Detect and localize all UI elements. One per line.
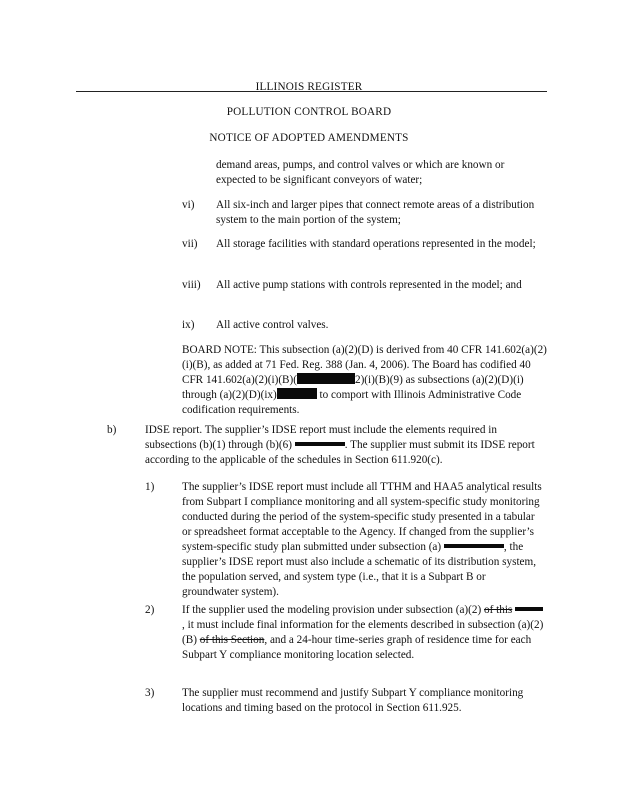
board-note-text: 2)(i)(B)(9) as subsections (a)(2)(D)(i) through (a)(2)(D)(ix) <box>182 374 524 401</box>
notice-title: NOTICE OF ADOPTED AMENDMENTS <box>209 132 409 144</box>
subsection-text: , it must include final information for the elements described in subsection (a)(2)(B) <box>182 619 544 646</box>
section-b-paragraph <box>145 423 541 468</box>
subsection-text: , and a 24-hour time-series graph of residence time for each Subpart Y compliance monitoring location selected. <box>182 634 532 661</box>
redaction-mark <box>297 373 355 384</box>
section-b-text: . The supplier must submit its IDSE report according to the applicable of the schedules in Section 611.920(c). <box>145 439 535 466</box>
subsection-3-paragraph: The supplier must recommend and justify Subpart Y compliance monitoring locations and timing based on the protocol in Section 611.925. <box>182 687 524 714</box>
subsection-text: The supplier’s IDSE report must include all TTHM and HAA5 analytical results from Subpart I compliance monitoring and all system-specific study monitoring conducted during the period of the system-specific study presented in a tabular or spreadsheet format acceptable to the Agency. If changed from the supplier’s system-specific study plan submitted under subsection (a) <box>182 481 542 553</box>
redaction-mark <box>444 544 504 548</box>
register-title: ILLINOIS REGISTER <box>255 81 363 93</box>
subsection-1-paragraph <box>182 480 544 600</box>
board-title: POLLUTION CONTROL BOARD <box>226 106 392 118</box>
item-label: viii) <box>182 279 201 291</box>
board-note <box>182 343 548 418</box>
section-label: b) <box>107 424 117 436</box>
continuation-paragraph: demand areas, pumps, and control valves or which are known or expected to be significant conveyors of water; <box>216 159 505 186</box>
item-text: All storage facilities with standard operations represented in the model; <box>216 238 536 250</box>
subsection-text: , the supplier’s IDSE report must also include a schematic of its distribution system, the population served, and system type (i.e., that it is a Subpart B or groundwater system). <box>182 541 537 598</box>
item-text: All active pump stations with controls represented in the model; and <box>216 279 522 291</box>
redaction-mark <box>295 442 345 446</box>
struck-text: of this <box>484 604 513 616</box>
struck-text: of this Section <box>199 634 265 646</box>
board-note-text: BOARD NOTE: This subsection (a)(2)(D) is derived from 40 CFR 141.602(a)(2)(i)(B), as added at 71 Fed. Reg. 388 (Jan. 4, 2006). The Board has codified 40 CFR 141.602(a)(2)(i)(B)( <box>182 344 547 386</box>
subsection-label: 2) <box>145 604 155 616</box>
header-rule <box>76 91 547 92</box>
subsection-text: If the supplier used the modeling provision under subsection (a)(2) <box>182 604 482 616</box>
subsection-label: 1) <box>145 481 155 493</box>
item-label: vi) <box>182 199 195 211</box>
item-label: vii) <box>182 238 198 250</box>
item-text: All active control valves. <box>216 319 329 331</box>
board-note-text: to comport with Illinois Administrative Code codification requirements. <box>182 389 522 416</box>
redaction-mark <box>515 607 543 611</box>
item-label: ix) <box>182 319 195 331</box>
item-text: All six-inch and larger pipes that connect remote areas of a distribution system to the main portion of the system; <box>216 199 535 226</box>
redaction-mark <box>277 388 317 399</box>
subsection-label: 3) <box>145 687 155 699</box>
subsection-2-paragraph <box>182 603 544 663</box>
section-b-text: IDSE report. The supplier’s IDSE report must include the elements required in subsections (b)(1) through (b)(6) <box>145 424 497 451</box>
